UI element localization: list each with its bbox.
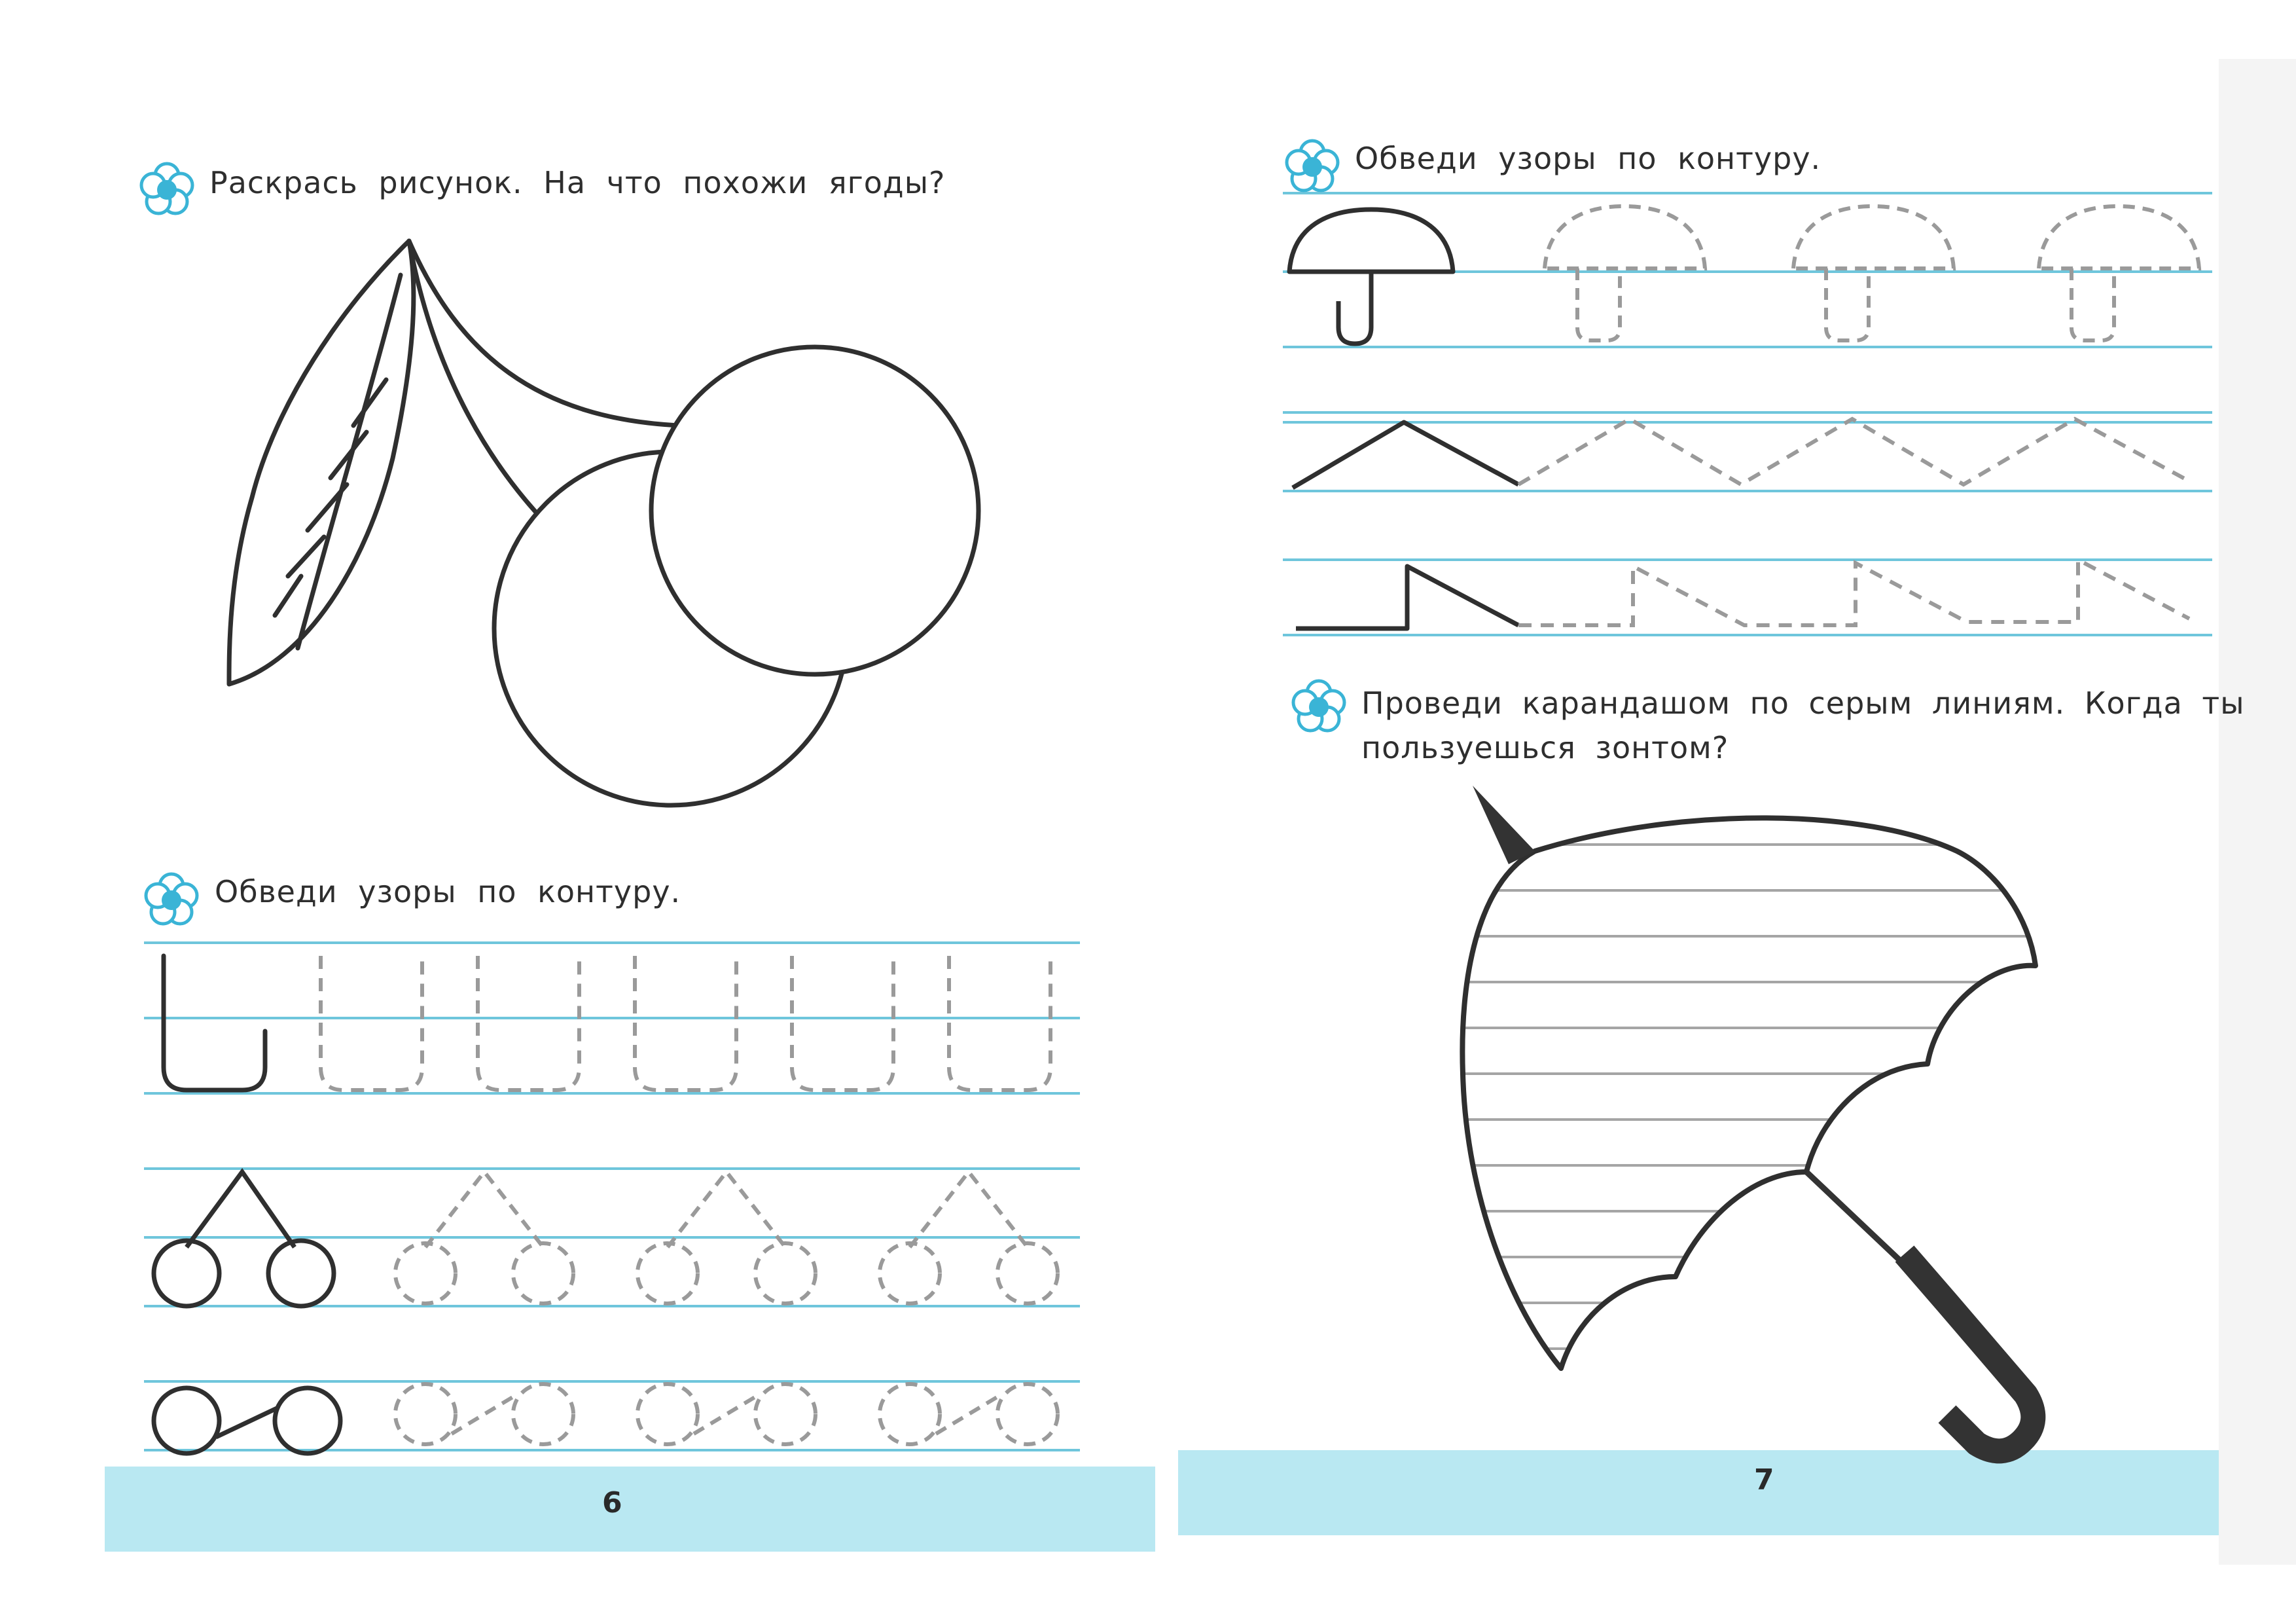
flower-icon	[1293, 681, 1344, 731]
guide-lines-left	[144, 943, 1080, 1450]
cherry-berry-right	[651, 347, 978, 674]
flower-icon	[141, 164, 192, 213]
footer-band-left	[105, 1467, 1155, 1552]
task-trace-right	[1355, 141, 1821, 176]
guide-lines-right	[1283, 193, 2212, 635]
page-edge	[2219, 59, 2296, 1565]
task-trace-left	[215, 874, 681, 909]
cherry-leaf	[229, 241, 414, 684]
task-2-line-1-right: Проведи карандашом по серым линиям. Когда ты	[1361, 685, 2245, 721]
task-2-text-left: Обведи узоры по контуру.	[215, 874, 681, 909]
umbrella-drawing	[1440, 786, 2062, 1451]
footer-band-right	[1178, 1450, 2219, 1535]
page-number-right: 7	[1754, 1463, 1774, 1497]
task-umbrella	[1361, 681, 2245, 770]
flower-icon	[1287, 141, 1338, 191]
page-number-left: 6	[602, 1486, 622, 1520]
pattern-row-mushrooms	[1289, 206, 2199, 344]
pattern-row-cherries	[154, 1172, 1058, 1306]
task-1-text-right: Обведи узоры по контуру.	[1355, 141, 1821, 176]
task-2-line-2-right: пользуешься зонтом?	[1361, 730, 1729, 765]
pattern-row-zigzag	[1293, 419, 2189, 488]
flower-icon	[146, 874, 197, 924]
pattern-row-flags	[1296, 560, 2189, 629]
pattern-row-u	[164, 956, 1050, 1090]
task-color-cherries	[209, 165, 945, 200]
pattern-row-links	[154, 1384, 1058, 1453]
task-1-text-left: Раскрась рисунок. На что похожи ягоды?	[209, 165, 946, 200]
